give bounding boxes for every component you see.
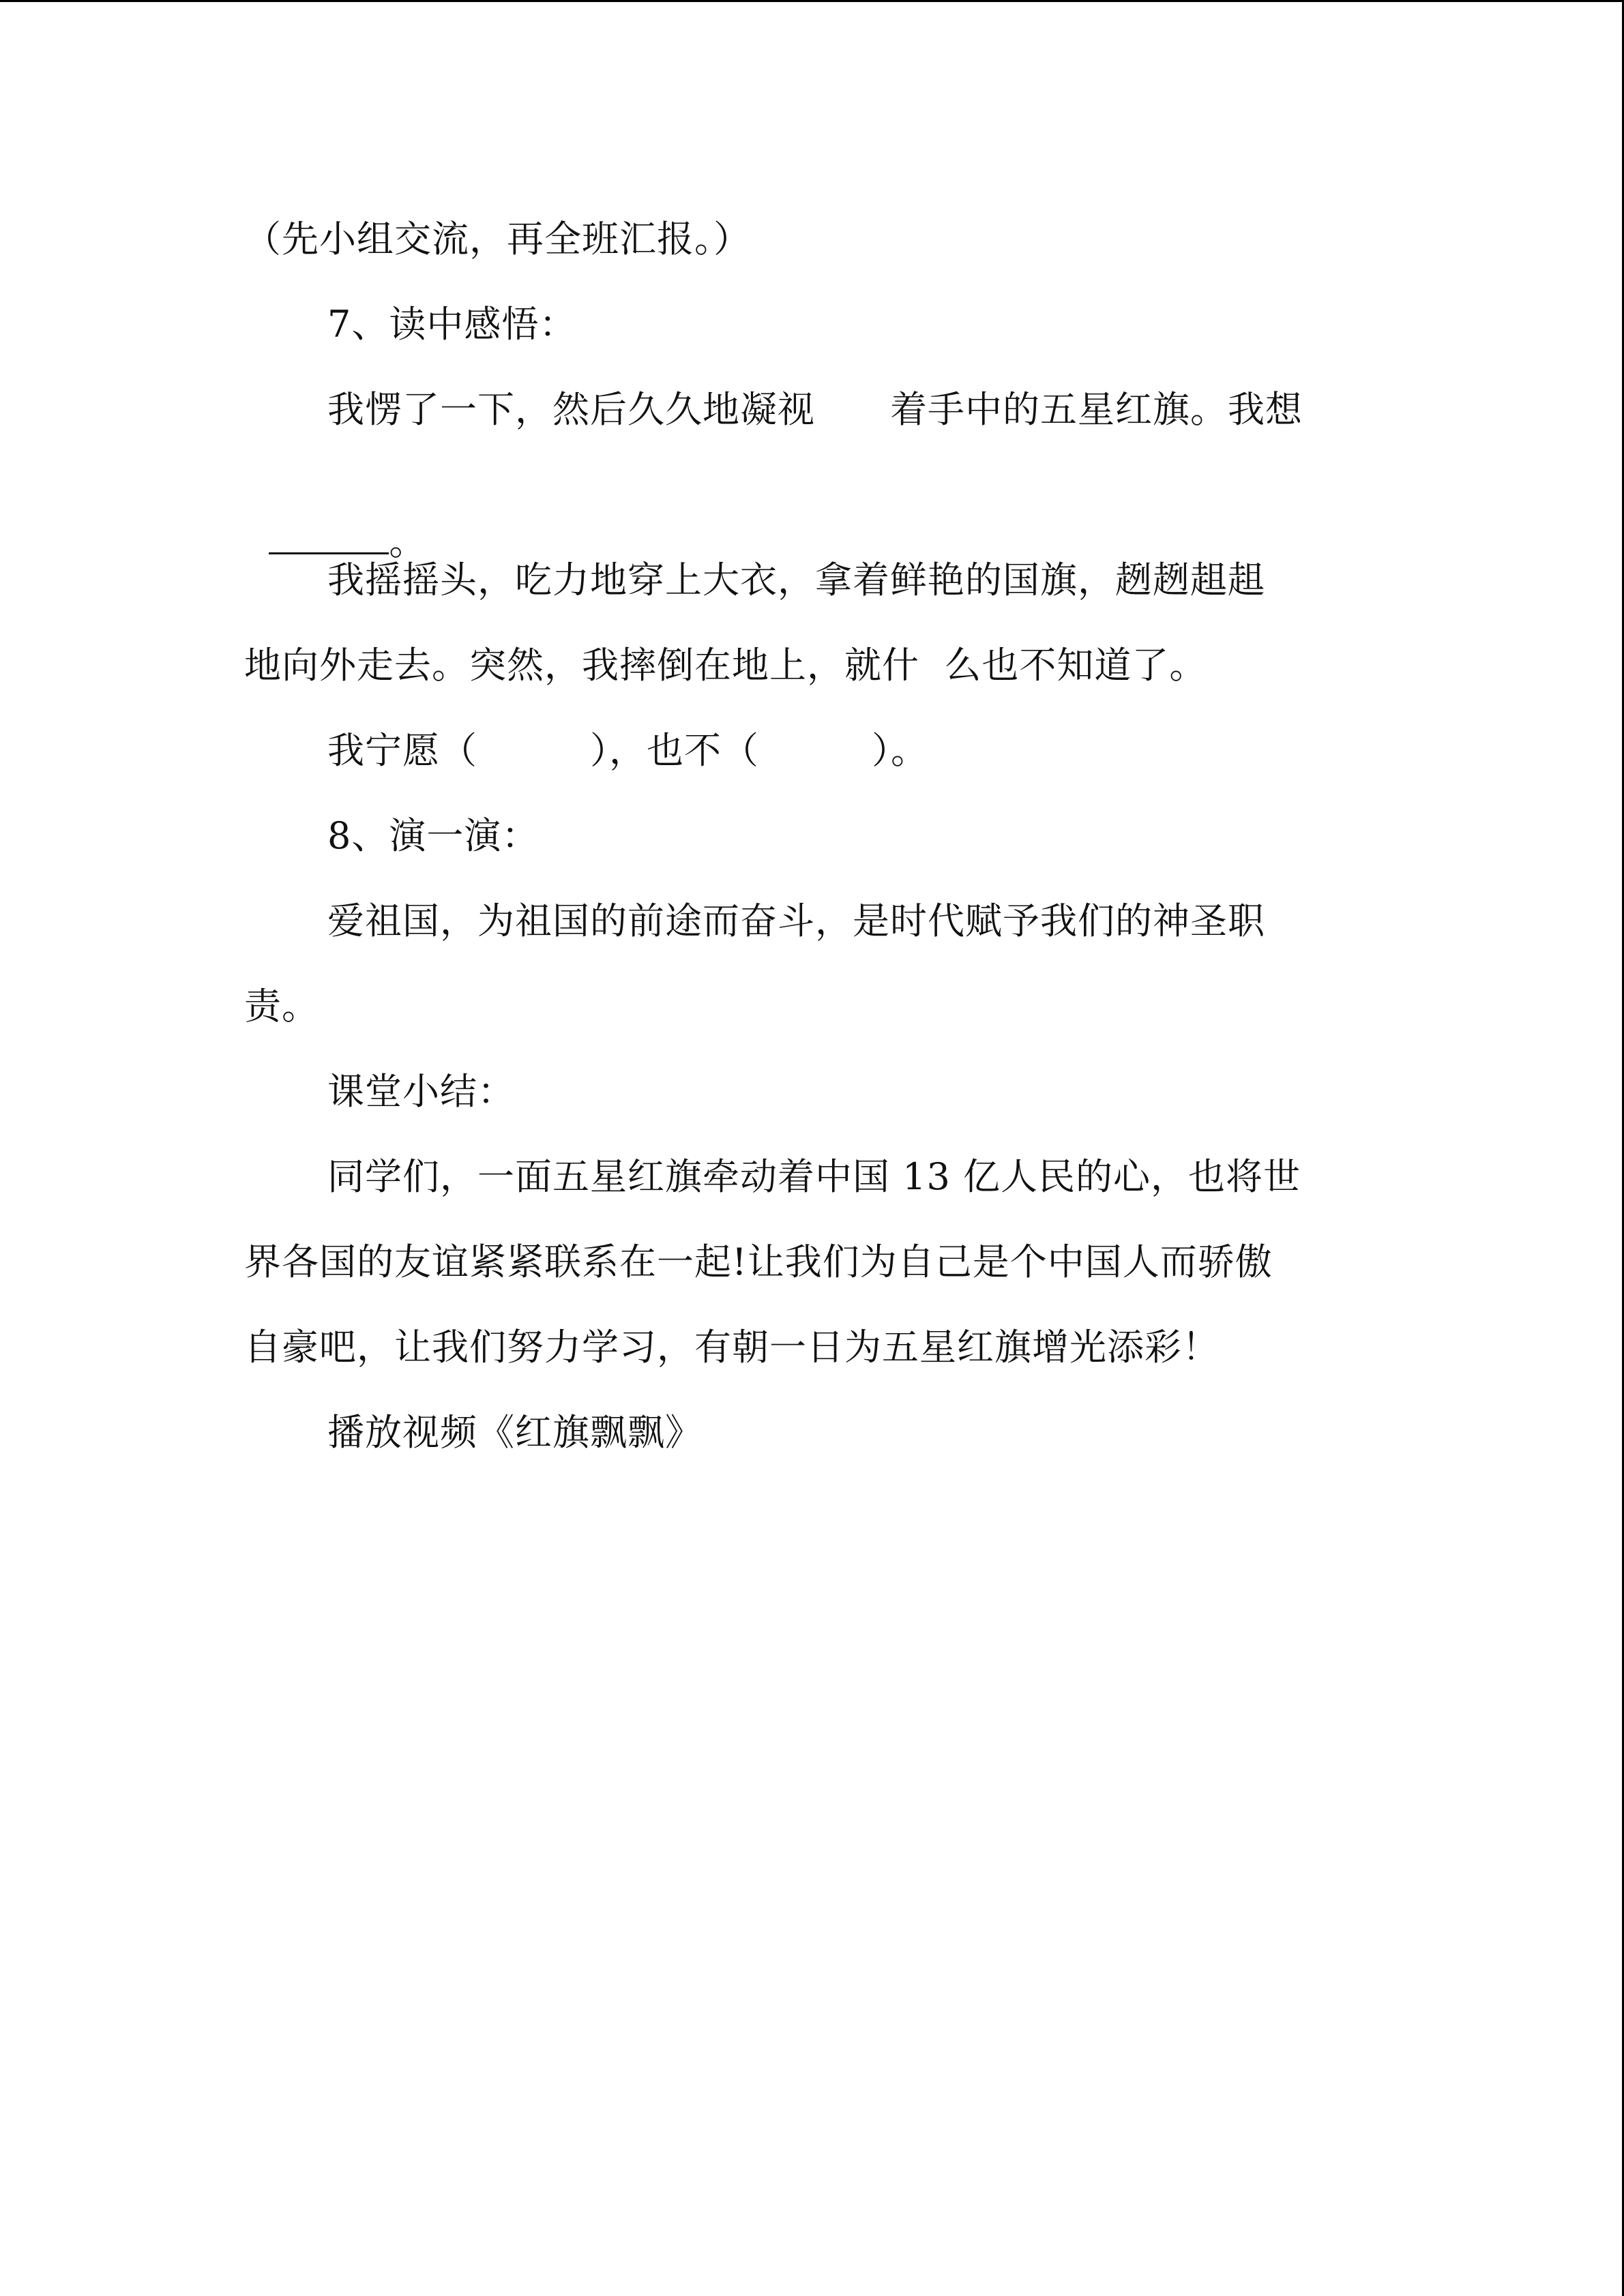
fill-in-blank-line	[244, 473, 426, 564]
paragraph-shake-head: 我摇摇头，吃力地穿上大衣，拿着鲜艳的国旗，趔趔趄趄	[327, 558, 1265, 601]
paragraph-summary-2: 界各国的友谊紧紧联系在一起!让我们为自己是个中国人而骄傲	[244, 1240, 1273, 1283]
paragraph-group-discussion: （先小组交流，再全班汇报。）	[244, 218, 751, 260]
blank-period: 。	[389, 520, 427, 563]
paragraph-fell-down: 地向外走去。突然，我摔倒在地上，就什 么也不知道了。	[244, 644, 1207, 687]
paragraph-love-country-end: 责。	[244, 985, 319, 1028]
play-video-line: 播放视频《红旗飘飘》	[327, 1411, 703, 1454]
page-border-top	[0, 0, 1624, 2]
heading-read-and-feel: 7、读中感悟：	[327, 303, 577, 346]
paragraph-stare-at-flag: 我愣了一下，然后久久地凝视 着手中的五星红旗。我想	[327, 388, 1303, 431]
answer-blank	[269, 517, 389, 554]
heading-act-it-out: 8、演一演：	[327, 814, 540, 857]
heading-class-summary: 课堂小结：	[327, 1070, 515, 1113]
paragraph-love-country: 爱祖国，为祖国的前途而奋斗，是时代赋予我们的神圣职	[327, 899, 1265, 942]
paragraph-summary-3: 自豪吧，让我们努力学习，有朝一日为五星红旗增光添彩！	[244, 1326, 1220, 1369]
fill-in-rather-than: 我宁愿（ ），也不（ ）。	[327, 729, 928, 772]
paragraph-summary-1: 同学们，一面五星红旗牵动着中国 13 亿人民的心，也将世	[327, 1155, 1301, 1198]
